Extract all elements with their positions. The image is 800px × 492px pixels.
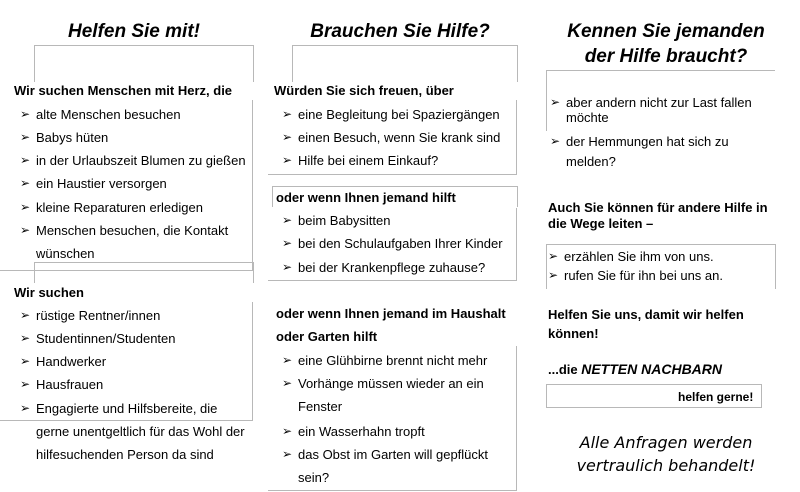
list-item: ➢ Studentinnen/Studenten (20, 327, 176, 350)
list-item: ➢ Handwerker (20, 350, 106, 373)
list-item: ➢ Engagierte und Hilfsbereite, die (20, 397, 217, 420)
list-item-continued: gerne unentgeltlich für das Wohl der (36, 424, 245, 439)
section-heading-line2: die Wege leiten – (548, 216, 654, 231)
list-item: ➢ Menschen besuchen, die Kontakt (20, 219, 228, 242)
column-kennen (532, 0, 800, 492)
list-item: ➢ Vorhänge müssen wieder an ein (282, 372, 484, 395)
column-helfen (0, 0, 268, 492)
list-item: ➢ das Obst im Garten will gepflückt (282, 443, 488, 466)
list-item-continued: Fenster (298, 399, 343, 414)
column-title-line2: der Hilfe braucht? (584, 46, 748, 67)
list-item: ➢ einen Besuch, wenn Sie krank sind (282, 126, 500, 149)
list-item: ➢ bei der Krankenpflege zuhause? (282, 256, 485, 279)
list-item: ➢ eine Begleitung bei Spaziergängen (282, 103, 500, 126)
list-item: ➢ Hausfrauen (20, 373, 103, 396)
list-item-continued: wünschen (36, 246, 95, 261)
section-heading: Auch Sie können für andere Hilfe in (548, 200, 768, 215)
list-item-continued: melden? (566, 154, 616, 169)
confidentiality-note-line2: vertraulich behandelt! (576, 456, 756, 475)
list-item: ➢ aber andern nicht zur Last fallen (550, 91, 752, 114)
list-item: ➢ ein Wasserhahn tropft (282, 420, 425, 443)
list-item: ➢ bei den Schulaufgaben Ihrer Kinder (282, 232, 503, 255)
section-heading: oder wenn Ihnen jemand im Haushalt (276, 306, 506, 321)
column-brauchen (268, 0, 532, 492)
list-item: ➢ in der Urlaubszeit Blumen zu gießen (20, 149, 246, 172)
list-item: ➢ ein Haustier versorgen (20, 172, 167, 195)
list-item-continued: hilfesuchenden Person da sind (36, 447, 214, 462)
frame-decoration (756, 70, 774, 71)
list-item-continued: sein? (298, 470, 330, 485)
closing-text-line2: können! (548, 326, 599, 341)
frame-decoration (34, 45, 254, 82)
signature-suffix: helfen gerne! (678, 390, 754, 404)
list-item: ➢ rufen Sie für ihn bei uns an. (548, 264, 723, 287)
frame-decoration (292, 45, 518, 82)
section-heading: Wir suchen Menschen mit Herz, die (14, 83, 233, 98)
section-heading-line2: oder Garten hilft (276, 329, 378, 344)
section-heading: Würden Sie sich freuen, über (274, 83, 454, 98)
signature-line: ...die NETTEN NACHBARN (548, 361, 723, 377)
list-item: ➢ alte Menschen besuchen (20, 103, 181, 126)
list-item: ➢ erzählen Sie ihm von uns. (548, 245, 714, 268)
frame-decoration (34, 262, 254, 283)
closing-text: Helfen Sie uns, damit wir helfen (548, 307, 744, 322)
list-item-continued: möchte (566, 110, 609, 125)
list-item: ➢ rüstige Rentner/innen (20, 304, 160, 327)
list-item: ➢ beim Babysitten (282, 209, 391, 232)
column-title: Helfen Sie mit! (68, 21, 200, 42)
signature-name: NETTEN NACHBARN (581, 361, 723, 377)
list-item: ➢ Babys hüten (20, 126, 108, 149)
section-heading: oder wenn Ihnen jemand hilft (276, 190, 456, 205)
list-item: ➢ Hilfe bei einem Einkauf? (282, 149, 438, 172)
list-item: ➢ eine Glühbirne brennt nicht mehr (282, 349, 487, 372)
section-heading: Wir suchen (14, 285, 84, 300)
column-title: Kennen Sie jemanden (567, 21, 765, 42)
column-title: Brauchen Sie Hilfe? (310, 21, 490, 42)
list-item: ➢ kleine Reparaturen erledigen (20, 196, 203, 219)
confidentiality-note: Alle Anfragen werden (579, 433, 753, 452)
list-item: ➢ der Hemmungen hat sich zu (550, 130, 729, 153)
